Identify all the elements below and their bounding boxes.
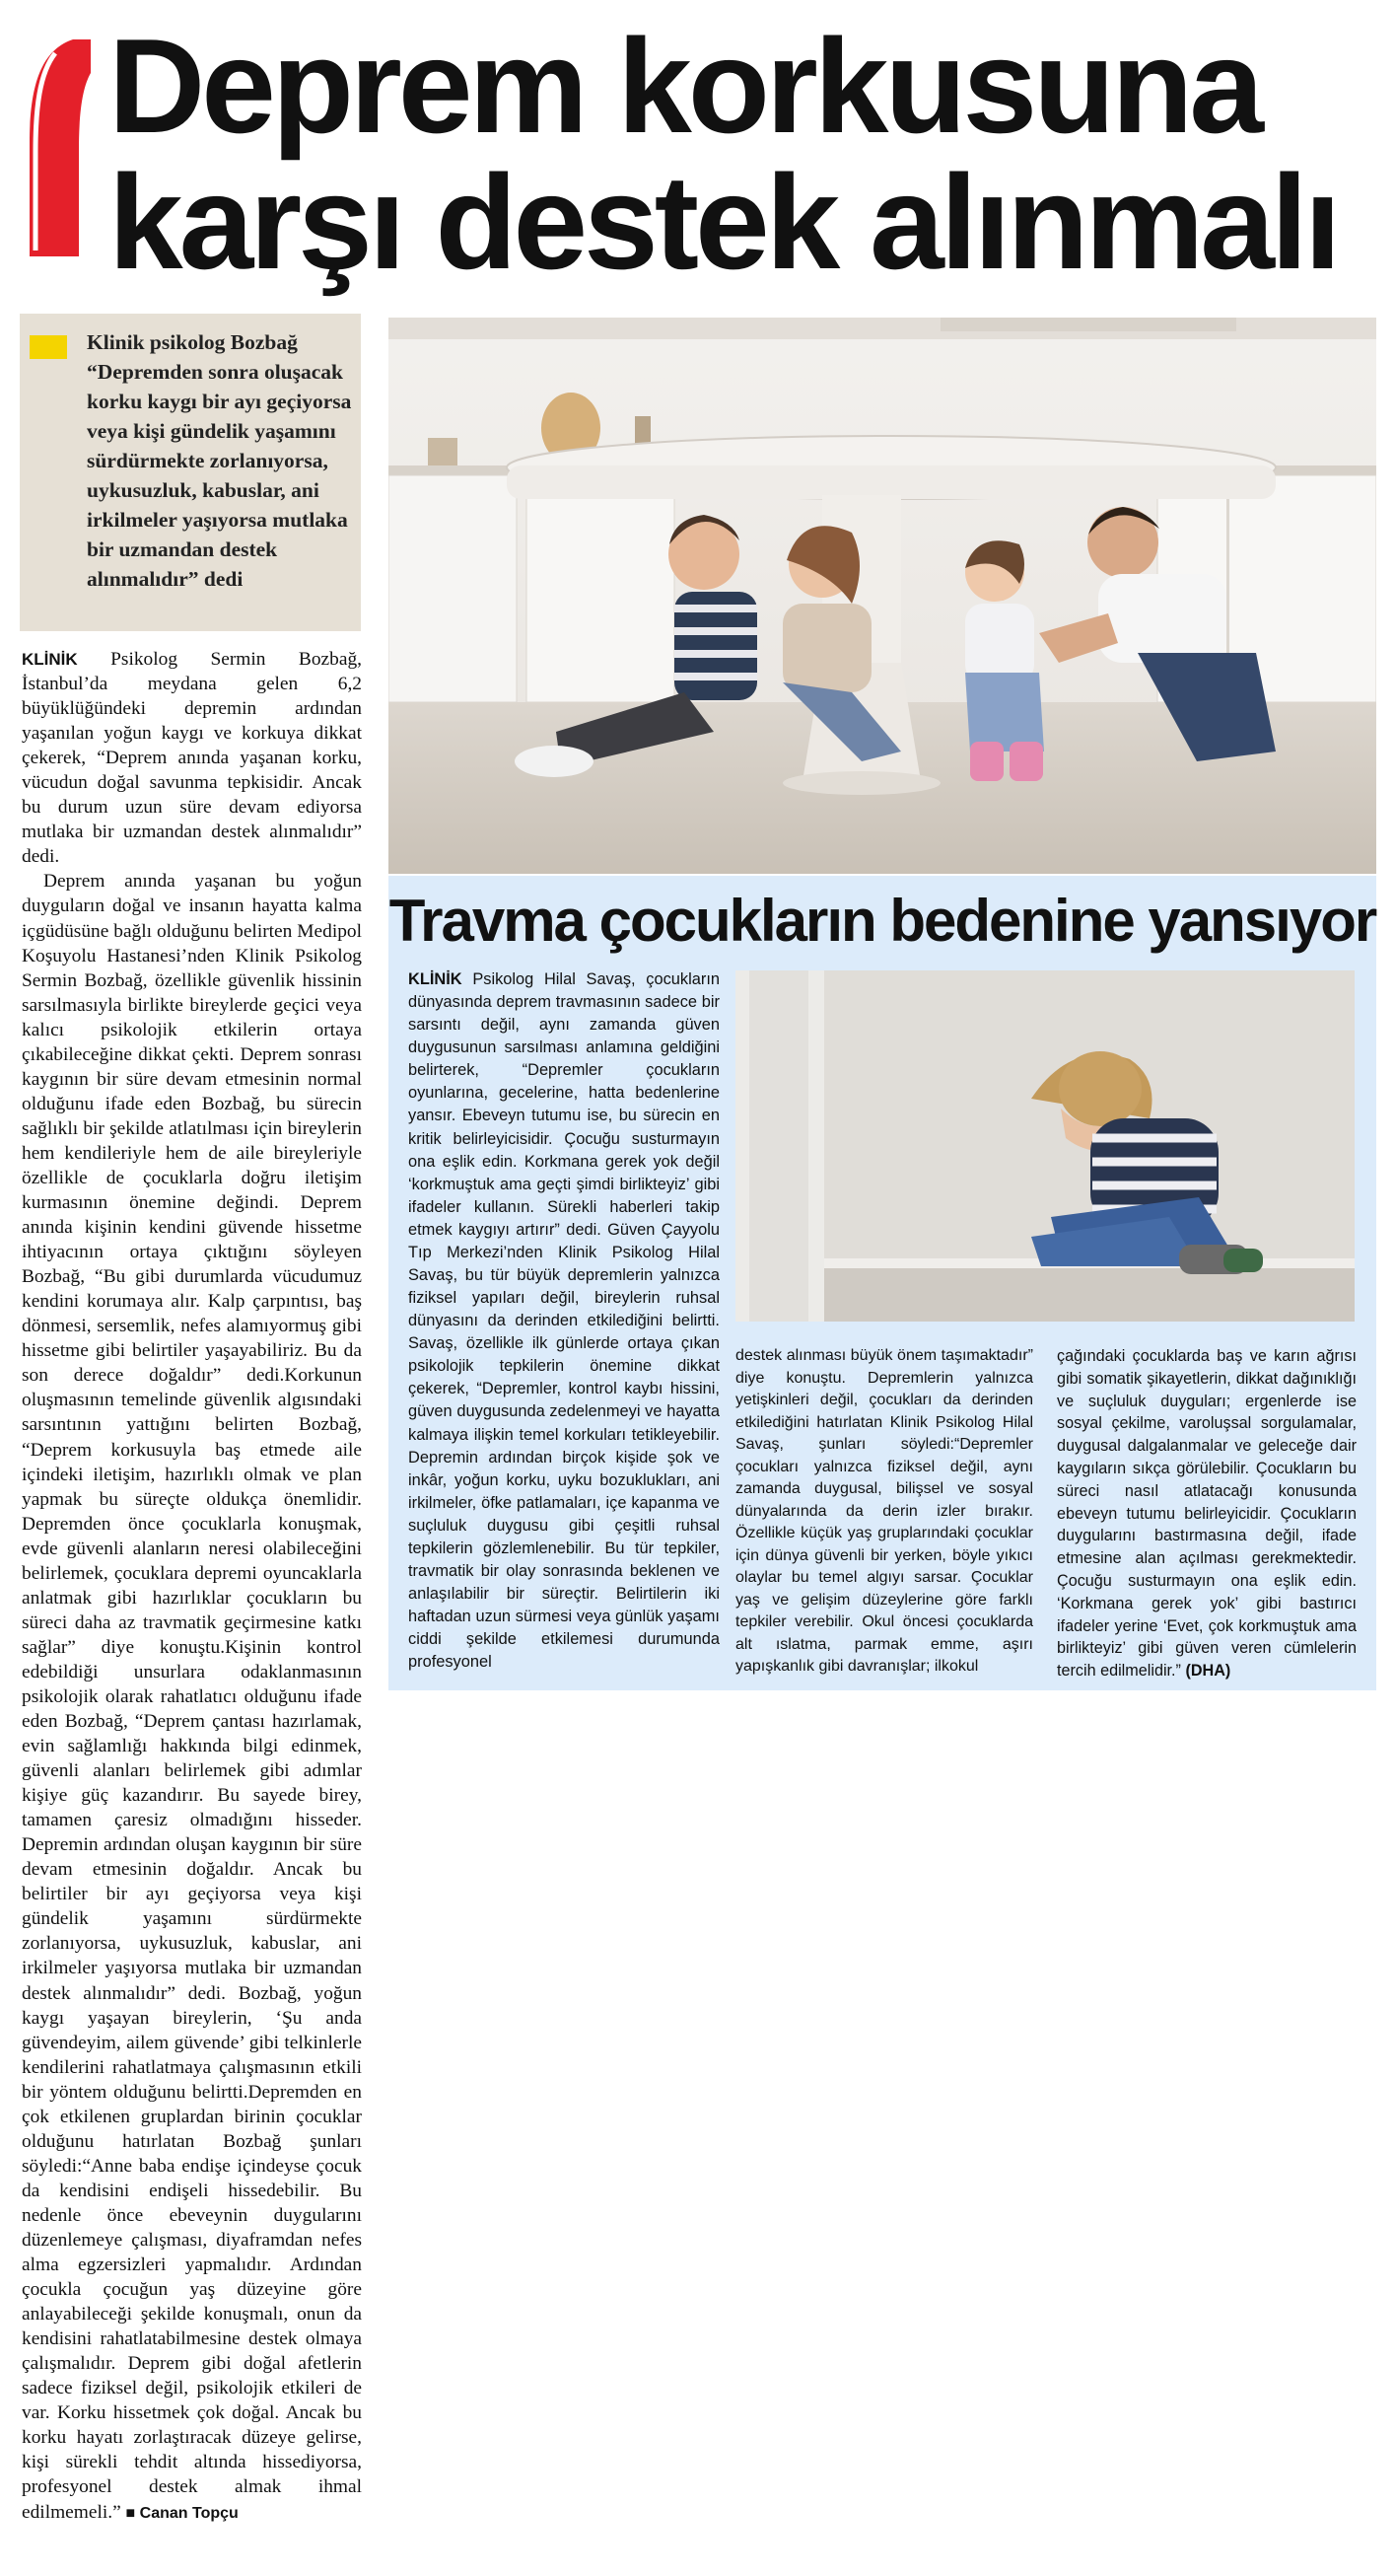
sidebar-column-1 [408, 968, 720, 1674]
main-paragraph-2 [22, 869, 362, 2525]
main-article [22, 647, 362, 2526]
main-paragraph-1 [22, 647, 362, 869]
sidebar-signature: (DHA) [1185, 1662, 1231, 1681]
byline: ■ Canan Topçu [125, 2504, 239, 2522]
headline-line-1: Deprem korkusuna [108, 11, 1260, 161]
crying-boy-photo [735, 970, 1355, 1322]
sidebar-lead-word: KLİNİK [408, 970, 462, 988]
sidebar-paragraph-1 [408, 968, 720, 1674]
sidebar-column-3-text: çağındaki çocuklarda baş ve karın ağrısı gibi somatik şikayetlerin, dikkat dağınıklığı ve suçluluk duyguları; ergenlerde ise sosyal çekilme, varoluşsal sorgulamalar, duygusal dalgalanmalar ve geleceğe dair kaygıların sıkça görülebilir. Çocukların bu süreci nasıl atlatacağı konusunda ebeveyn tutumu belirleyicidir. Çocukların duygularını bastırmasına değil, ifade etmesine alan açılması gerekmektedir. Çocuğu susturmayın ona eşlik edin. ‘Korkmana gerek yok’ gibi bastırıcı ifadeler yerine ‘Evet, çok korkmuştuk ama birlikteyiz’ gibi güven veren cümlelerin tercih edilmelidir.” [1057, 1347, 1357, 1681]
spot-text: Klinik psikolog Bozbağ “Depremden sonra oluşacak korku kaygı bir ayı geçiyorsa veya kişi gündelik yaşamını sürdürmekte zorlanıyorsa, uykusuzluk, kabuslar, ani irkilmeler yaşıyorsa mutlaka bir uzmandan destek alınmalıdır” dedi [87, 330, 352, 591]
sidebar-column-2 [735, 1345, 1033, 1679]
spot-marker [30, 335, 67, 359]
family-under-table-photo [388, 318, 1376, 874]
main-paragraph-1-text: Psikolog Sermin Bozbağ, İstanbul’da meydana gelen 6,2 büyüklüğündeki depremin ardından yaşanılan yoğun kaygı ve korkuya dikkat çekerek, “Deprem anında yaşanan korku, vücudun doğal savunma tepkisidir. Ancak bu durum uzun süre devam ediyorsa mutlaka bir uzmandan destek alınmalıdır” dedi. [22, 649, 362, 868]
sidebar-paragraph-3 [1057, 1345, 1357, 1682]
headline [108, 11, 1390, 297]
sidebar-headline: Travma çocukların bedenine yansıyor [388, 888, 1376, 954]
headline-line-2: karşı destek alınmalı [108, 147, 1338, 297]
lead-word: KLİNİK [22, 650, 78, 669]
sidebar-column-2-text: destek alınması büyük önem taşımaktadır” diye konuştu. Depremlerin yalnızca yetişkinleri değil, çocukları da derinden etkilediğini hatırlatan Klinik Psikolog Hilal Savaş, şunları söyledi:“Depremler çocukları yalnızca fiziksel değil, aynı zamanda duygusal, bilişsel ve sosyal dünyalarında da derin izler bırakır. Özellikle küçük yaş gruplarındaki çocuklar için dünya güvenli bir yerken, böyle yıkıcı olaylar bu temel algıyı sarsar. Çocuklar yaş ve gelişim düzeylerine göre farklı tepkiler verebilir. Okul öncesi çocuklarda alt ıslatma, parmak emme, aşırı yapışkanlık gibi davranışlar; ilkokul [735, 1347, 1033, 1676]
sidebar-column-1-text: Psikolog Hilal Savaş, çocukların dünyasında deprem travmasının sadece bir sarsıntı değil, aynı zamanda güven duygusunun sarsılması anlamına geldiğini belirterek, “Depremler çocukların oyunlarına, gecelerine, hatta bedenlerine yansır. Ebeveyn tutumu ise, bu sürecin en kritik belirleyicisidir. Çocuğu susturmayın ona eşlik edin. Korkmana gerek yok değil ‘korkmuştuk ama geçti şimdi birlikteyiz’ gibi ifadeler kullanın. Sürekli haberleri takip etmek kaygıyı artırır” dedi. Güven Çayyolu Tıp Merkezi’nden Klinik Psikolog Hilal Savaş, bu tür büyük depremlerin yalnızca fiziksel yapıları değil, bireylerin ruhsal dünyasını da derinden etkilediğini belirtti. Savaş, özellikle ilk günlerde ortaya çıkan psikolojik tepkilerin önemine dikkat çekerek, “Depremler, kontrol kaybı hissini, güven duygusunda zedelenmeyi ve hayatta kalmaya ilişkin temel korkuları tetikleyebilir. Depremin ardından birçok kişide şok ve inkâr, yoğun korku, uyku bozuklukları, ani irkilmeler, öfke patlamaları, içe kapanma ve suçluluk duygusu gibi çeşitli ruhsal tepkilerin gözlemlenebilir. Bu tür tepkiler, travmatik bir olay sonrasında beklenen ve anlaşılabilir bir süreçtir. Belirtilerin iki haftadan uzun sürmesi veya günlük yaşamı ciddi şekilde etkilemesi durumunda profesyonel [408, 970, 720, 1672]
sidebar-column-3 [1057, 1345, 1357, 1682]
quote-mark-icon [22, 34, 91, 266]
main-paragraph-2-text: Deprem anında yaşanan bu yoğun duyguların doğal ve insanın hayatta kalma içgüdüsüne bağlı olduğunu belirten Medipol Koşuyolu Hastanesi’nden Klinik Psikolog Sermin Bozbağ, özellikle güvenlik hissinin sarsılmasıyla birlikte bireylerde geçici veya kalıcı psikolojik etkilerin ortaya çıkabileceğine dikkat çekti. Deprem sonrası kaygının bir süre devam etmesinin normal olduğunu ifade eden Bozbağ, bu sürecin sağlıklı bir şekilde atlatılması için bireylerin hem kendileriyle hem de aile bireyleriyle özellikle de çocuklarla doğru iletişim kurmasının önemine değindi. Deprem anında kişinin kendini güvende hissetme ihtiyacının ortaya çıktığını söyleyen Bozbağ, “Bu gibi durumlarda vücudumuz kendini korumaya alır. Kalp çarpıntısı, baş dönmesi, sersemlik, nefes alamıyormuş gibi hissetme gibi belirtiler yaşayabiliriz. Bu da son derece doğaldır” dedi.Korkunun oluşmasının temelinde güvenlik algısındaki sarsıntının yattığını belirten Bozbağ, “Deprem korkusuyla baş etmede aile içindeki iletişim, hazırlıklı olmak ve plan yapmak bu süreçte oldukça önemlidir. Depremden önce çocuklarla konuşmak, evde güvenli alanların neresi olabileceğini belirlemek, çocuklara depremi oyuncaklarla anlatmak gibi hazırlıklar çocukların bu süreci daha az travmatik geçirmesine katkı sağlar” diye konuştu.Kişinin kontrol edebildiği unsurlara odaklanmasının psikolojik olarak rahatlatıcı olduğunu ifade eden Bozbağ, “Deprem çantası hazırlamak, evin sağlamlığı hakkında bilgi edinmek, güvenli alanları belirlemek gibi adımlar kişiye güç kazandırır. Bu sayede birey, tamamen çaresiz olmadığını hisseder. Depremin ardından oluşan kaygının bir süre devam etmesinin doğaldır. Ancak bu belirtiler bir ayı geçiyorsa veya kişi gündelik yaşamını sürdürmekte zorlanıyorsa, uykusuzluk, kabuslar, ani irkilmeler yaşıyorsa mutlaka bir uzmandan destek alınmalıdır” dedi. Bozbağ, yoğun kaygı yaşayan bireylerin, ‘Şu anda güvendeyim, ailem güvende’ gibi telkinlerle kendilerini rahatlatmaya çalışmasının etkili bir yöntem olduğunu belirtti.Depremden en çok etkilenen gruplardan birinin çocuklar olduğunu hatırlatan Bozbağ şunları söyledi:“Anne baba endişe içindeyse çocuk da kendisini endişeli hissedebilir. Bu nedenle önce ebeveynin duygularını düzenlemeye çalışması, diyaframdan nefes alma egzersizleri yapmalıdır. Ardından çocukla çocuğun yaş düzeyine göre anlayabileceği şekilde konuşmalı, onun da kendisini rahatlatabilmesine destek olmaya çalışmalıdır. Deprem gibi doğal afetlerin sadece fiziksel değil, psikolojik etkileri de var. Korku hissetmek çok doğal. Ancak bu korku hayatı zorlaştıracak düzeye gelirse, kişi sürekli tehdit altında hissediyorsa, profesyonel destek almak ihmal edilmemeli.” [22, 871, 362, 2523]
